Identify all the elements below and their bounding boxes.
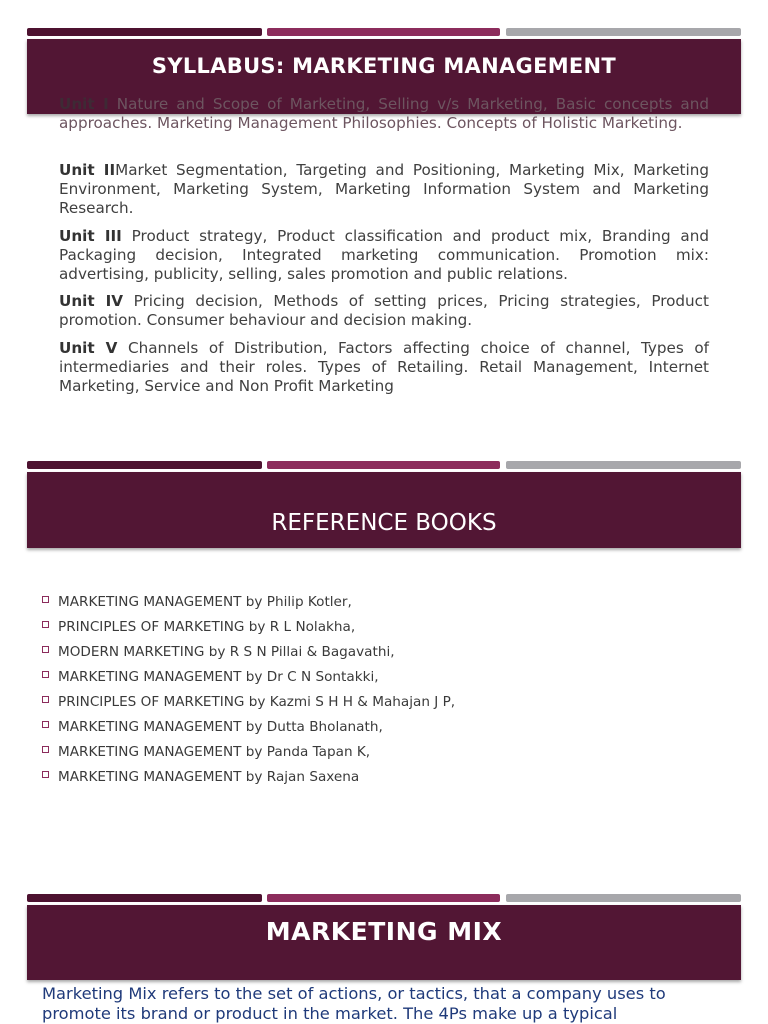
unit-text: Nature and Scope of Marketing, Selling v/s Marketing, Basic concepts and approaches. Marketing Management Philosophies. Concepts of Holistic Marketing. xyxy=(59,95,709,132)
references-title: REFERENCE BOOKS xyxy=(271,510,497,536)
syllabus-unit-1 xyxy=(59,95,709,133)
list-item xyxy=(42,739,742,764)
list-item xyxy=(42,664,742,689)
syllabus-title: SYLLABUS: MARKETING MANAGEMENT xyxy=(151,54,617,78)
unit-text: Channels of Distribution, Factors affecting choice of channel, Types of intermediaries and their roles. Types of Retailing. Retail Management, Internet Marketing, Service and Non Profit Marketing xyxy=(59,339,709,395)
list-item xyxy=(42,589,742,614)
stripe-magenta xyxy=(267,28,500,36)
list-item xyxy=(42,614,742,639)
references-title-band xyxy=(27,472,741,548)
slide-1-stripes xyxy=(27,28,741,36)
stripe-magenta xyxy=(267,461,500,469)
stripe-dark xyxy=(27,894,262,902)
book-title: MARKETING MANAGEMENT by Panda Tapan K, xyxy=(58,743,371,760)
reference-books-list xyxy=(42,589,742,789)
unit-label: Unit V xyxy=(59,339,118,357)
marketing-mix-intro: Marketing Mix refers to the set of actions, or tactics, that a company uses to promote its brand or product in the market. The 4Ps make up a typical xyxy=(42,984,666,1023)
square-bullet-icon xyxy=(42,696,49,703)
square-bullet-icon xyxy=(42,746,49,753)
list-item xyxy=(42,639,742,664)
list-item xyxy=(42,689,742,714)
unit-label: Unit II xyxy=(59,161,116,179)
book-title: MARKETING MANAGEMENT by Rajan Saxena xyxy=(58,768,360,785)
unit-label: Unit III xyxy=(59,227,122,245)
syllabus-unit-3 xyxy=(59,227,709,284)
book-title: MODERN MARKETING by R S N Pillai & Bagavathi, xyxy=(58,643,395,660)
unit-text: Market Segmentation, Targeting and Positioning, Marketing Mix, Marketing Environment, Marketing System, Marketing Information System and Marketing Research. xyxy=(59,161,709,217)
syllabus-unit-2 xyxy=(59,161,709,218)
stripe-dark xyxy=(27,461,262,469)
book-title: MARKETING MANAGEMENT by Dutta Bholanath, xyxy=(58,718,383,735)
square-bullet-icon xyxy=(42,671,49,678)
list-item xyxy=(42,764,742,789)
unit-label: Unit I xyxy=(59,95,109,113)
slide-3-stripes xyxy=(27,894,741,902)
square-bullet-icon xyxy=(42,771,49,778)
marketing-mix-title: MARKETING MIX xyxy=(265,917,503,946)
stripe-gray xyxy=(506,28,741,36)
square-bullet-icon xyxy=(42,721,49,728)
marketing-mix-title-band xyxy=(27,905,741,980)
square-bullet-icon xyxy=(42,646,49,653)
stripe-dark xyxy=(27,28,262,36)
list-item xyxy=(42,714,742,739)
stripe-gray xyxy=(506,461,741,469)
book-title: PRINCIPLES OF MARKETING by R L Nolakha, xyxy=(58,618,356,635)
stripe-magenta xyxy=(267,894,500,902)
slide-2-stripes xyxy=(27,461,741,469)
stripe-gray xyxy=(506,894,741,902)
book-title: MARKETING MANAGEMENT by Dr C N Sontakki, xyxy=(58,668,379,685)
syllabus-unit-4 xyxy=(59,292,709,330)
unit-text: Product strategy, Product classification and product mix, Branding and Packaging decision, Integrated marketing communication. Promotion mix: advertising, publicity, selling, sales promotion and public relations. xyxy=(59,227,709,283)
book-title: PRINCIPLES OF MARKETING by Kazmi S H H & Mahajan J P, xyxy=(58,693,456,710)
square-bullet-icon xyxy=(42,596,49,603)
syllabus-unit-5 xyxy=(59,339,709,396)
square-bullet-icon xyxy=(42,621,49,628)
unit-label: Unit IV xyxy=(59,292,124,310)
book-title: MARKETING MANAGEMENT by Philip Kotler, xyxy=(58,593,352,610)
unit-text: Pricing decision, Methods of setting prices, Pricing strategies, Product promotion. Consumer behaviour and decision making. xyxy=(59,292,709,329)
